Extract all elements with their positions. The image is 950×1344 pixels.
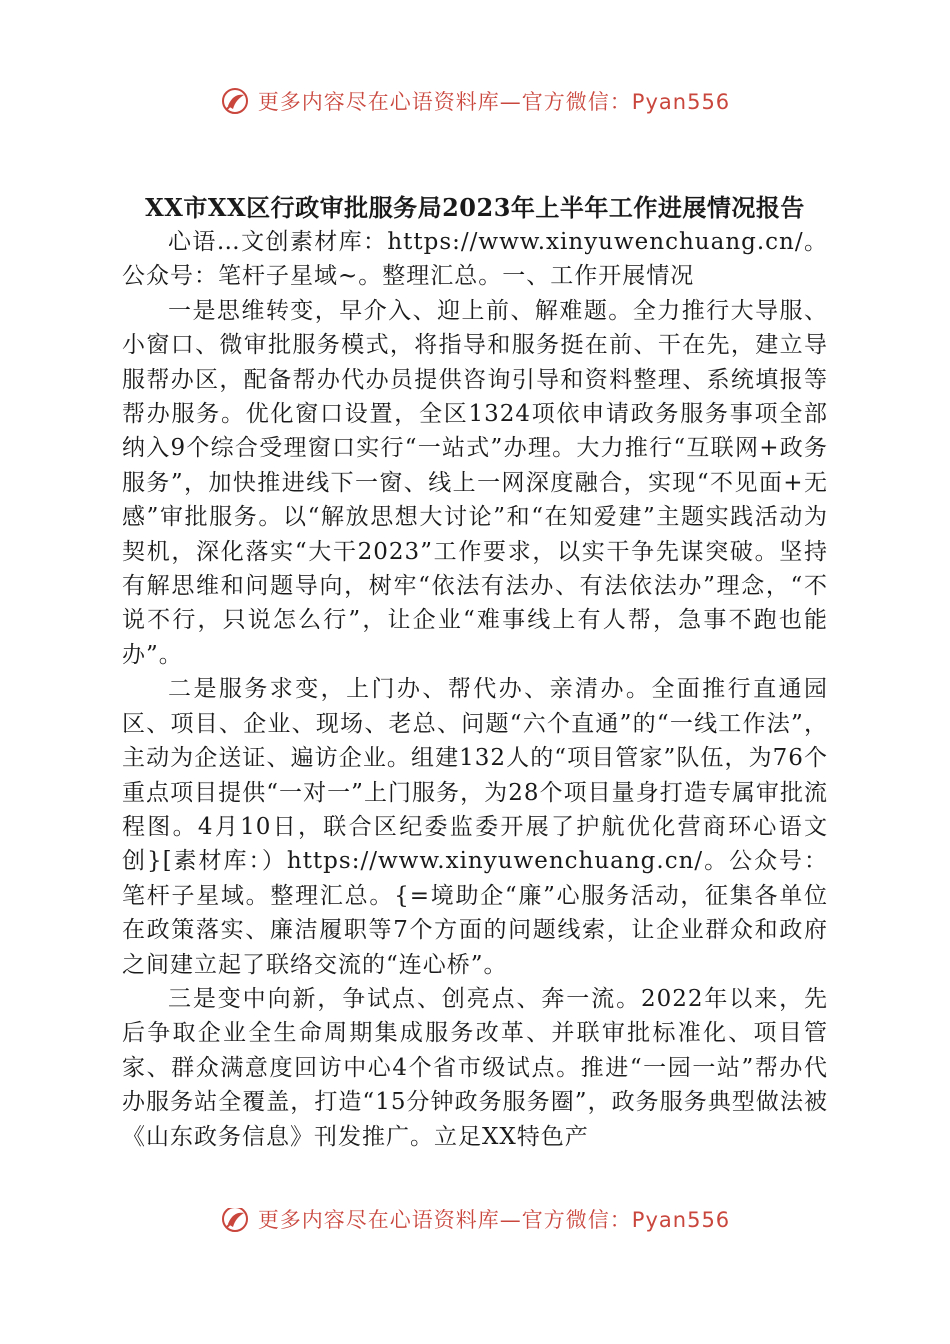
paragraph: 二是服务求变，上门办、帮代办、亲清办。全面推行直通园区、项目、企业、现场、老总、问题“六个直通”的“一线工作法”，主动为企送证、遍访企业。组建132人的“项目管家”队伍，为76个重点项目提供“一对一”上门服务，为28个项目量身打造专属审批流程图。4月10日，联合区纪委监委开展了护航优化营商环心语文创}[素材库：）https://www.xinyuwenchuang.cn/。公众号：笔杆子星域。整理汇总。{=境助企“廉”心服务活动，征集各单位在政策落实、廉洁履职等7个方面的问题线索，让企业群众和政府之间建立起了联络交流的“连心桥”。	[122, 676, 828, 978]
paragraph: 一是思维转变，早介入、迎上前、解难题。全力推行大导服、小窗口、微审批服务模式，将指导和服务挺在前、干在先，建立导服帮办区，配备帮办代办员提供咨询引导和资料整理、系统填报等帮办服务。优化窗口设置，全区1324项依申请政务服务事项全部纳入9个综合受理窗口实行“一站式”办理。大力推行“互联网+政务服务”，加快推进线下一窗、线上一网深度融合，实现“不见面+无感”审批服务。以“解放思想大讨论”和“在知爱建”主题实践活动为契机，深化落实“大干2023”工作要求，以实干争先谋突破。坚持有解思维和问题导向，树牢“依法有法办、有法依法办”理念，“不说不行，只说怎么行”，让企业“难事线上有人帮，急事不跑也能办”。	[122, 297, 828, 668]
paragraph: 心语…文创素材库：https://www.xinyuwenchuang.cn/。公众号：笔杆子星域~。整理汇总。一、工作开展情况	[122, 229, 828, 290]
paragraph: 三是变中向新，争试点、创亮点、奔一流。2022年以来，先后争取企业全生命周期集成服务改革、并联审批标准化、项目管家、群众满意度回访中心4个省市级试点。推进“一园一站”帮办代办服务站全覆盖，打造“15分钟政务服务圈”，政务服务典型做法被《山东政务信息》刊发推广。立足XX特色产	[122, 985, 828, 1150]
logo-icon	[220, 86, 250, 116]
watermark-text: 更多内容尽在心语资料库—官方微信：Pyan556	[257, 1208, 731, 1232]
watermark-text: 更多内容尽在心语资料库—官方微信：Pyan556	[257, 90, 731, 114]
document-title: XX市XX区行政审批服务局2023年上半年工作进展情况报告	[145, 193, 805, 222]
document-body	[122, 225, 828, 1154]
logo-icon	[220, 1208, 250, 1234]
watermark-header	[0, 86, 950, 116]
watermark-footer	[0, 1208, 950, 1238]
